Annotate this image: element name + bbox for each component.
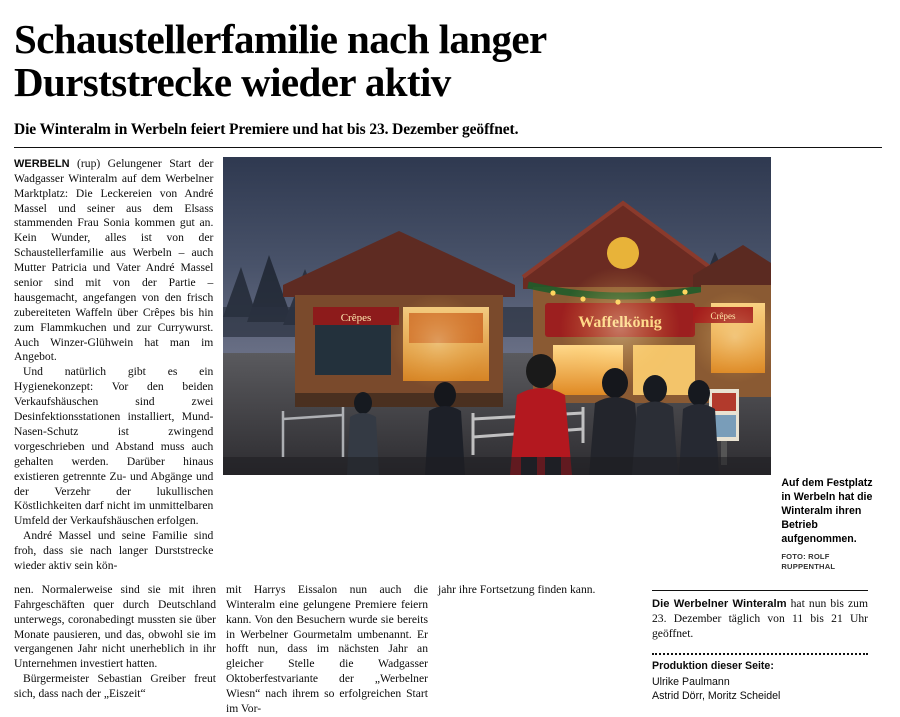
article-column-3 xyxy=(226,583,438,717)
infobox-column xyxy=(652,583,868,704)
photo-caption: Auf dem Festplatz in Werbeln hat die Winteralm ihren Betrieb aufgenommen. xyxy=(781,476,873,545)
infobox-title: Die Werbelner Winteralm xyxy=(652,597,787,610)
header-divider xyxy=(14,147,882,148)
svg-text:Crêpes: Crêpes xyxy=(341,311,372,324)
credits-divider xyxy=(652,653,868,655)
col1-paragraph-1: Gelungener Start der Wadgasser Winteralm auf dem Werbelner Marktplatz: Die Leckereien von André Massel und seiner aus dem Elsass stammenden Frau Sonia kommen gut an. Kein Wunder, alles ist von der Schaustellerfamilie aus Werbeln – auch Mutter Patricia und Vater André Massel senior sind mit von der Partie – hausgemacht, angefangen von den frisch zubereiteten Waffeln über Crêpes bis hin zum Flammkuchen und zur Currywurst. Auch Winzer-Glühwein hat man im Angebot. xyxy=(14,156,214,364)
photo-caption-block xyxy=(771,477,882,574)
col1-paragraph-2: Und natürlich gibt es ein Hygienekonzept: Vor den beiden Verkaufshäuschen sind zwei Desinfektionsstationen installiert, Mund-Nasen-Schutz ist zwingend vorgeschrieben und Abstand muss auch gehalten werden. Darüber hinaus existieren getrennte Zu- und Abgänge und der Verzehr der lukullischen Köstlichkeiten darf nicht im unmittelbaren Umfeld der Verkaufshäuschen erfolgen. xyxy=(14,365,214,528)
col4-paragraph-1: jahr ihre Fortsetzung finden kann. xyxy=(438,582,596,596)
article-column-1 xyxy=(14,157,223,574)
dateline-author: (rup) xyxy=(77,156,101,170)
dateline-city: WERBELN xyxy=(14,157,70,170)
article-photo-block xyxy=(223,157,771,574)
col1-paragraph-3: André Massel und seine Familie sind froh, dass sie nach langer Durststrecke wieder aktiv sein kön- xyxy=(14,529,214,572)
article-column-2 xyxy=(14,583,226,702)
col3-paragraph-1: mit Harrys Eissalon nun auch die Winteralm eine gelungene Premiere feiern kann. Von den Besuchern wurde sie bereits in Werbelner Gourmetalm umbenannt. Er hofft nun, dass im nächsten Jahr an gleicher Stelle die Wadgasser Oktoberfestvariante der „Werbelner Wiesn“ nach ihrem so erfolgreichen Start im Vor- xyxy=(226,582,428,715)
page-title xyxy=(14,18,882,105)
article-photo xyxy=(223,157,771,475)
svg-text:Waffelkönig: Waffelkönig xyxy=(578,313,663,331)
col2-paragraph-1: nen. Normalerweise sind sie mit ihren Fahrgeschäften quer durch Deutschland unterwegs, coronabedingt mussten sie über Monate pausieren, und das, obwohl sie im vergangenen Jahr nicht unerheblich in ihr Unternehmen investiert hatten. xyxy=(14,582,216,671)
svg-text:Crêpes: Crêpes xyxy=(710,310,736,321)
subheadline: Die Winteralm in Werbeln feiert Premiere und hat bis 23. Dezember geöffnet. xyxy=(14,120,519,138)
infobox xyxy=(652,596,868,642)
credits-line-2: Astrid Dörr, Moritz Scheidel xyxy=(652,690,781,703)
headline-line-1: Schaustellerfamilie nach langer xyxy=(14,16,547,62)
credits-line-1: Ulrike Paulmann xyxy=(652,676,730,689)
infobox-text: hat nun bis zum 23. Dezember täglich von 11 bis 21 Uhr geöffnet. xyxy=(652,596,868,641)
col2-paragraph-2: Bürgermeister Sebastian Greiber freut sich, dass nach der „Eiszeit“ xyxy=(14,672,216,701)
credits-title: Produktion dieser Seite: xyxy=(652,659,774,672)
headline-line-2: Durststrecke wieder aktiv xyxy=(14,59,451,106)
infobox-divider xyxy=(652,590,868,591)
article-column-4 xyxy=(438,583,652,598)
article-bottom-section xyxy=(14,583,882,717)
article-top-section xyxy=(14,157,882,574)
photo-credit: FOTO: ROLF RUPPENTHAL xyxy=(781,551,836,571)
lead-paragraph xyxy=(14,157,213,365)
